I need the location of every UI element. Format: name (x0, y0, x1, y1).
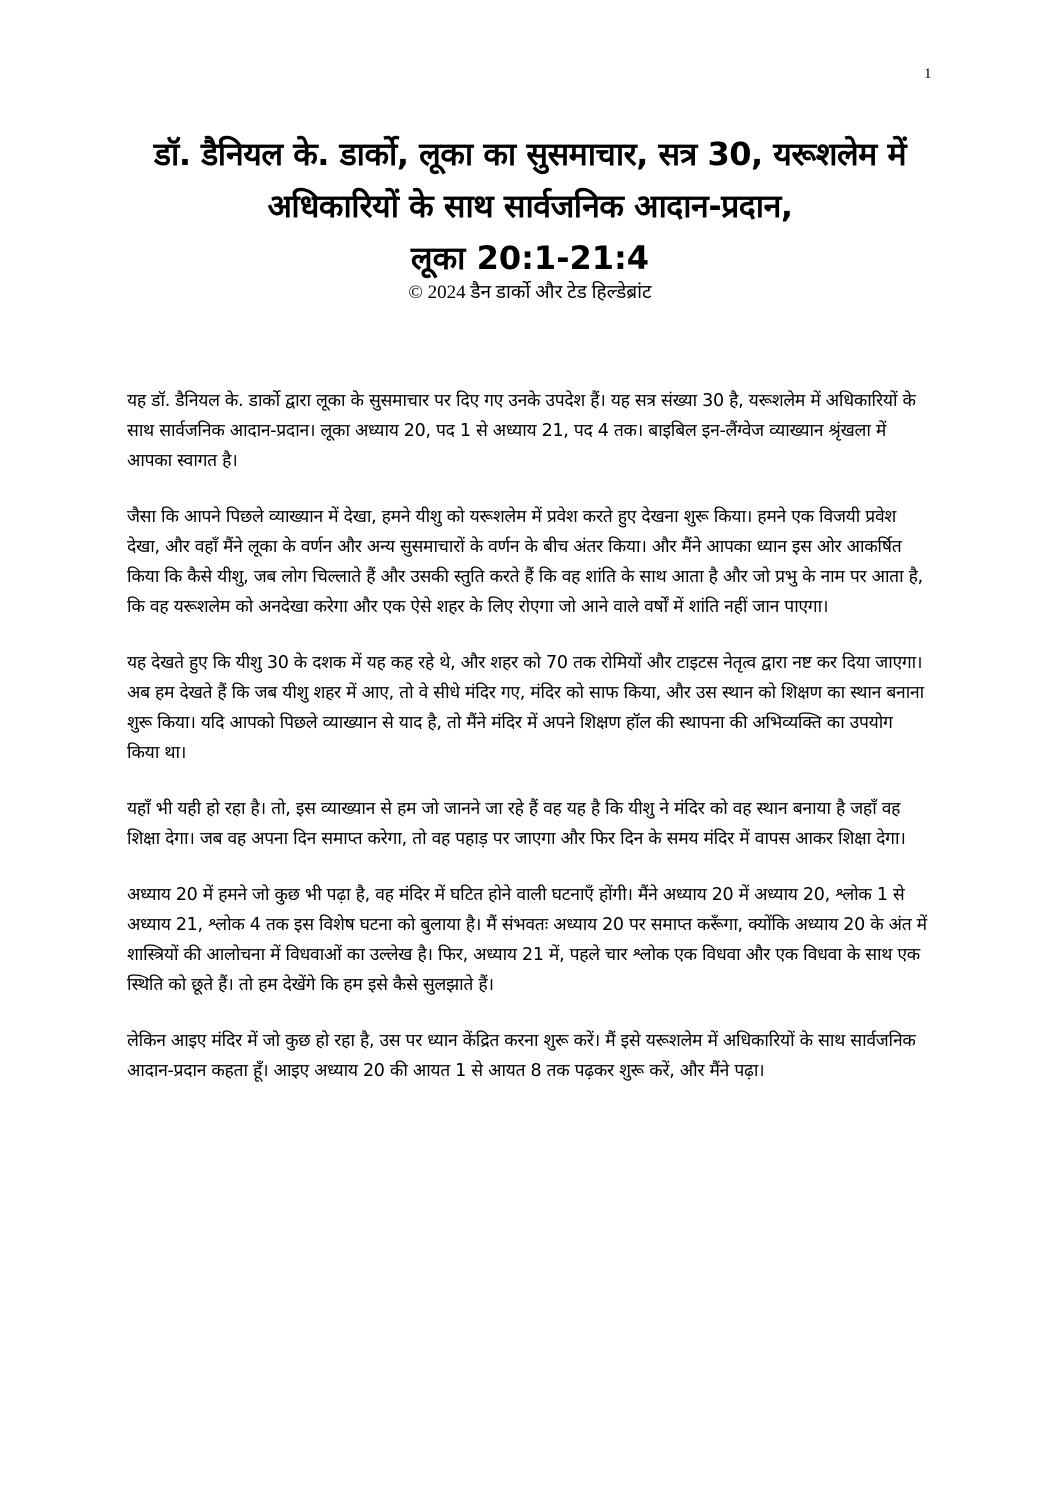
document-body (127, 386, 927, 1112)
document-title: डॉ. डैनियल के. डार्को, लूका का सुसमाचार, सत्र 30, यरूशलेम में अधिकारियों के साथ सार्वजनिक आदान-प्रदान, (153, 135, 907, 225)
copyright-line: © 2024 डैन डार्को और टेड हिल्डेब्रांट (408, 282, 652, 303)
paragraph: अध्याय 20 में हमने जो कुछ भी पढ़ा है, वह मंदिर में घटित होने वाली घटनाएँ होंगी। मैंने अध्याय 20 में अध्याय 20, श्लोक 1 से अध्याय 21, श्लोक 4 तक इस विशेष घटना को बुलाया है। मैं संभवतः अध्याय 20 पर समाप्त करूँगा, क्योंकि अध्याय 20 के अंत में शास्त्रियों की आलोचना में विधवाओं का उल्लेख है। फिर, अध्याय 21 में, पहले चार श्लोक एक विधवा और एक विधवा के साथ एक स्थिति को छूते हैं। तो हम देखेंगे कि हम इसे कैसे सुलझाते हैं। (127, 885, 927, 995)
paragraph: यहाँ भी यही हो रहा है। तो, इस व्याख्यान से हम जो जानने जा रहे हैं वह यह है कि यीशु ने मंदिर को वह स्थान बनाया है जहाँ वह शिक्षा देगा। जब वह अपना दिन समाप्त करेगा, तो वह पहाड़ पर जाएगा और फिर दिन के समय मंदिर में वापस आकर शिक्षा देगा। (127, 799, 906, 849)
paragraph: यह देखते हुए कि यीशु 30 के दशक में यह कह रहे थे, और शहर को 70 तक रोमियों और टाइटस नेतृत्व द्वारा नष्ट कर दिया जाएगा। अब हम देखते हैं कि जब यीशु शहर में आए, तो वे सीधे मंदिर गए, मंदिर को साफ किया, और उस स्थान को शिक्षण का स्थान बनाना शुरू किया। यदि आपको पिछले व्याख्यान से याद है, तो मैंने मंदिर में अपने शिक्षण हॉल की स्थापना की अभिव्यक्ति का उपयोग किया था। (127, 653, 924, 763)
document-header (90, 128, 970, 306)
page-number: 1 (924, 66, 932, 82)
paragraph: जैसा कि आपने पिछले व्याख्यान में देखा, हमने यीशु को यरूशलेम में प्रवेश करते हुए देखना शुरू किया। हमने एक विजयी प्रवेश देखा, और वहाँ मैंने लूका के वर्णन और अन्य सुसमाचारों के वर्णन के बीच अंतर किया। और मैंने आपका ध्यान इस ओर आकर्षित किया कि कैसे यीशु, जब लोग चिल्लाते हैं और उसकी स्तुति करते हैं कि वह शांति के साथ आता है और जो प्रभु के नाम पर आता है, कि वह यरूशलेम को अनदेखा करेगा और एक ऐसे शहर के लिए रोएगा जो आने वाले वर्षों में शांति नहीं जान पाएगा। (127, 507, 923, 617)
paragraph: लेकिन आइए मंदिर में जो कुछ हो रहा है, उस पर ध्यान केंद्रित करना शुरू करें। मैं इसे यरूशलेम में अधिकारियों के साथ सार्वजनिक आदान-प्रदान कहता हूँ। आइए अध्याय 20 की आयत 1 से आयत 8 तक पढ़कर शुरू करें, और मैंने पढ़ा। (127, 1031, 916, 1081)
document-subtitle: लूका 20:1-21:4 (410, 239, 650, 277)
paragraph: यह डॉ. डैनियल के. डार्को द्वारा लूका के सुसमाचार पर दिए गए उनके उपदेश हैं। यह सत्र संख्या 30 है, यरूशलेम में अधिकारियों के साथ सार्वजनिक आदान-प्रदान। लूका अध्याय 20, पद 1 से अध्याय 21, पद 4 तक। बाइबिल इन-लैंग्वेज व्याख्यान श्रृंखला में आपका स्वागत है। (127, 391, 916, 471)
